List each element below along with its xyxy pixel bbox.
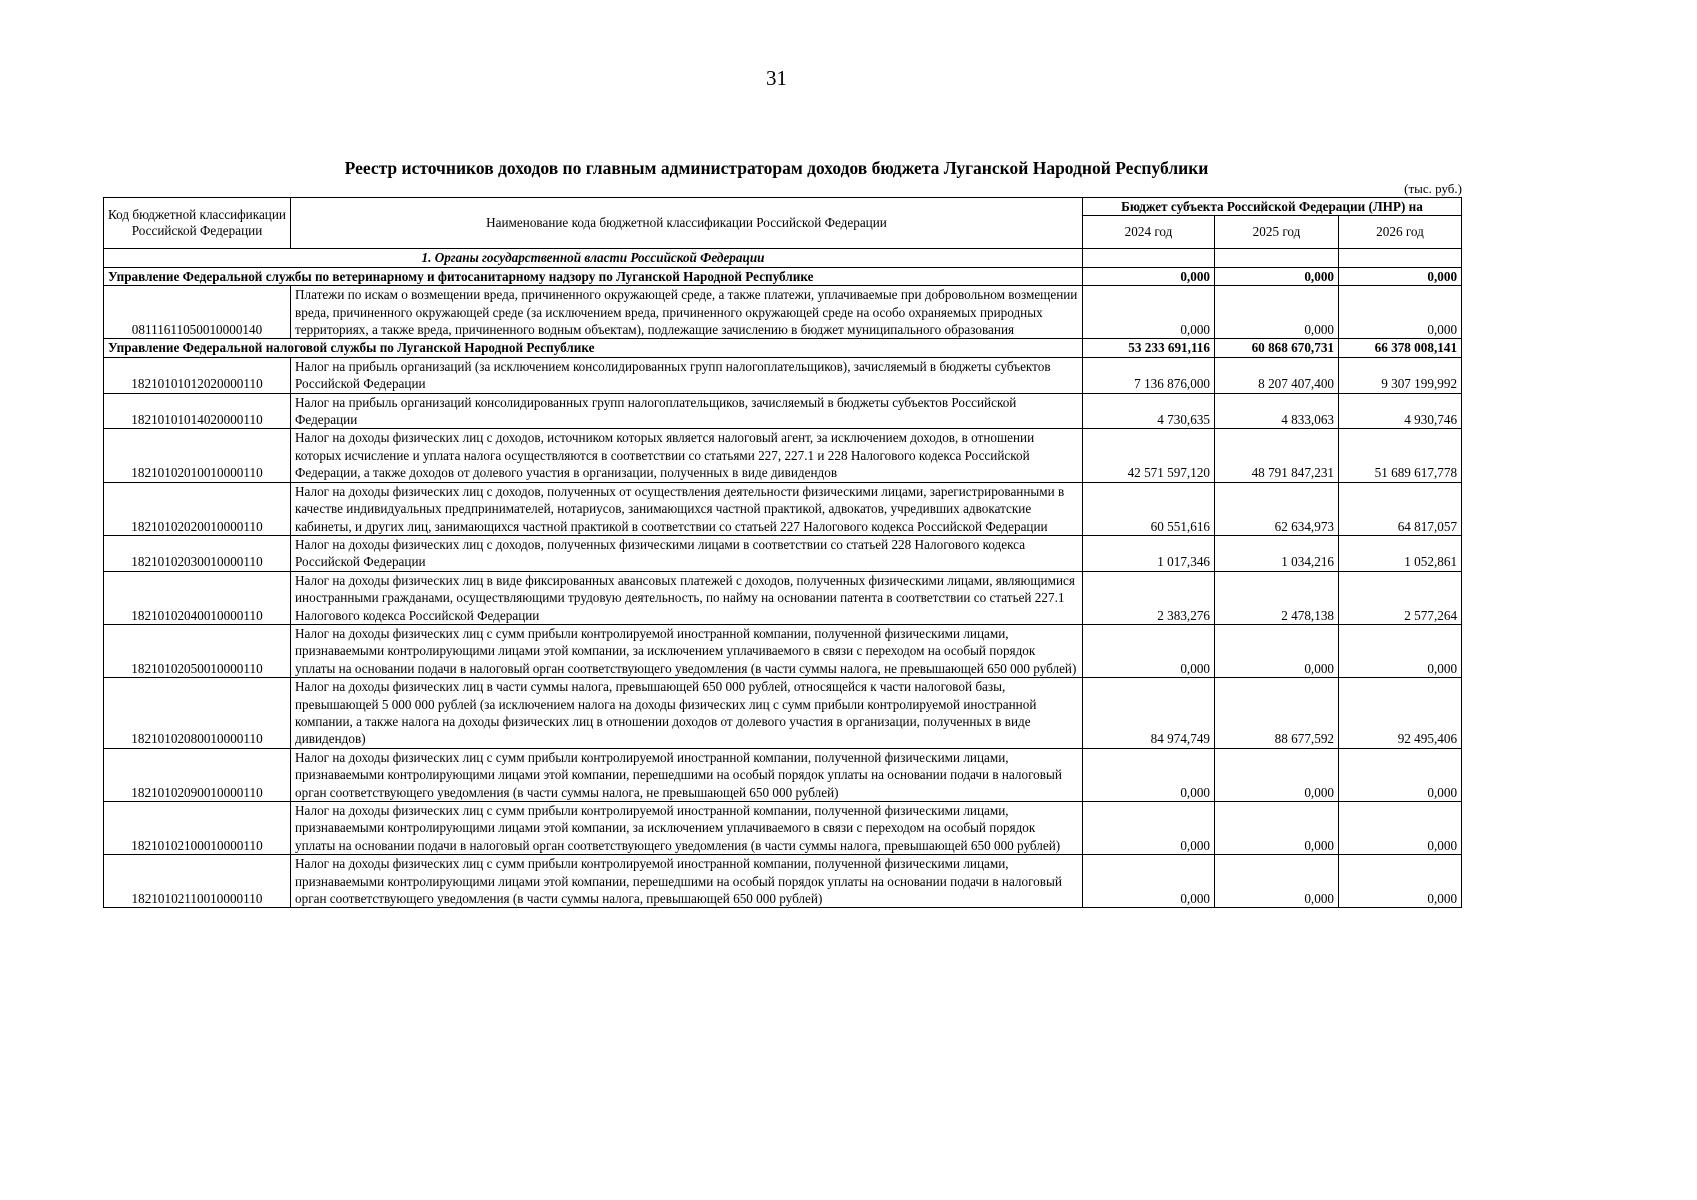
- budget-value: 2 383,276: [1083, 571, 1215, 624]
- table-row: [104, 286, 1462, 339]
- budget-code: 18210101012020000110: [104, 357, 291, 393]
- administrator-total: 0,000: [1339, 267, 1462, 285]
- budget-code-name: Налог на доходы физических лиц с сумм прибыли контролируемой иностранной компании, полученной физическими лицами, признаваемыми контролирующими лицами этой компании, перешедшими на особый порядок уплаты на основании подачи в налоговый орган соответствующего уведомления (в части суммы налога, не превышающей 650 000 рублей): [291, 748, 1083, 801]
- budget-code-name: Налог на прибыль организаций консолидированных групп налогоплательщиков, зачисляемый в бюджеты субъектов Российской Федерации: [291, 393, 1083, 429]
- budget-value: 9 307 199,992: [1339, 357, 1462, 393]
- budget-code-name: Налог на доходы физических лиц с сумм прибыли контролируемой иностранной компании, полученной физическими лицами, признаваемыми контролирующими лицами этой компании, за исключением уплачиваемого в связи с переходом на особый порядок уплаты на основании подачи в налоговый орган соответствующего уведомления (в части суммы налога, превышающей 650 000 рублей): [291, 802, 1083, 855]
- income-registry-table: [103, 197, 1462, 908]
- budget-code: 18210102100010000110: [104, 802, 291, 855]
- units-note: (тыс. руб.): [1404, 181, 1462, 196]
- table-row: [104, 748, 1462, 801]
- budget-code-name: Налог на прибыль организаций (за исключением консолидированных групп налогоплательщиков), зачисляемый в бюджеты субъектов Российской Федерации: [291, 357, 1083, 393]
- administrator-row: [104, 267, 1462, 285]
- budget-value: 48 791 847,231: [1215, 429, 1339, 482]
- budget-code: 18210102040010000110: [104, 571, 291, 624]
- budget-value: 2 478,138: [1215, 571, 1339, 624]
- budget-code: 18210101014020000110: [104, 393, 291, 429]
- budget-value: 1 017,346: [1083, 535, 1215, 571]
- code-column-header: Код бюджетной классификации Российской Федерации: [104, 198, 291, 249]
- budget-code: 18210102090010000110: [104, 748, 291, 801]
- section-title: 1. Органы государственной власти Российской Федерации: [104, 249, 1083, 267]
- table-row: [104, 571, 1462, 624]
- table-row: [104, 482, 1462, 535]
- administrator-name: Управление Федеральной службы по ветеринарному и фитосанитарному надзору по Луганской Народной Республике: [104, 267, 1083, 285]
- section-empty-cell: [1083, 249, 1215, 267]
- administrator-total: 0,000: [1083, 267, 1215, 285]
- budget-value: 1 034,216: [1215, 535, 1339, 571]
- year-2024-header: 2024 год: [1083, 216, 1215, 249]
- budget-value: 7 136 876,000: [1083, 357, 1215, 393]
- budget-value: 2 577,264: [1339, 571, 1462, 624]
- budget-code: 18210102080010000110: [104, 678, 291, 749]
- administrator-total: 66 378 008,141: [1339, 339, 1462, 357]
- table-row: [104, 357, 1462, 393]
- administrator-row: [104, 339, 1462, 357]
- table-row: [104, 393, 1462, 429]
- year-2025-header: 2025 год: [1215, 216, 1339, 249]
- budget-code-name: Налог на доходы физических лиц с сумм прибыли контролируемой иностранной компании, полученной физическими лицами, признаваемыми контролирующими лицами этой компании, перешедшими на особый порядок уплаты на основании подачи в налоговый орган соответствующего уведомления (в части суммы налога, превышающей 650 000 рублей): [291, 855, 1083, 908]
- budget-group-header: Бюджет субъекта Российской Федерации (ЛНР) на: [1083, 198, 1462, 216]
- budget-value: 42 571 597,120: [1083, 429, 1215, 482]
- budget-value: 8 207 407,400: [1215, 357, 1339, 393]
- administrator-total: 0,000: [1215, 267, 1339, 285]
- section-empty-cell: [1339, 249, 1462, 267]
- administrator-total: 53 233 691,116: [1083, 339, 1215, 357]
- budget-code-name: Налог на доходы физических лиц с сумм прибыли контролируемой иностранной компании, полученной физическими лицами, признаваемыми контролирующими лицами этой компании, за исключением уплачиваемого в связи с переходом на особый порядок уплаты на основании подачи в налоговый орган соответствующего уведомления (в части суммы налога, не превышающей 650 000 рублей): [291, 624, 1083, 677]
- table-row: [104, 855, 1462, 908]
- budget-code-name: Налог на доходы физических лиц с доходов, полученных физическими лицами в соответствии со статьей 228 Налогового кодекса Российской Федерации: [291, 535, 1083, 571]
- budget-code: 18210102030010000110: [104, 535, 291, 571]
- budget-code: 18210102110010000110: [104, 855, 291, 908]
- budget-value: 88 677,592: [1215, 678, 1339, 749]
- budget-value: 84 974,749: [1083, 678, 1215, 749]
- budget-code-name: Налог на доходы физических лиц с доходов, полученных от осуществления деятельности физическими лицами, зарегистрированными в качестве индивидуальных предпринимателей, нотариусов, занимающихся частной практикой, адвокатов, учредивших адвокатские кабинеты, и других лиц, занимающихся частной практикой в соответствии со статьей 227 Налогового кодекса Российской Федерации: [291, 482, 1083, 535]
- administrator-total: 60 868 670,731: [1215, 339, 1339, 357]
- budget-value: 4 930,746: [1339, 393, 1462, 429]
- budget-value: 51 689 617,778: [1339, 429, 1462, 482]
- table-row: [104, 535, 1462, 571]
- budget-value: 0,000: [1215, 855, 1339, 908]
- budget-value: 0,000: [1339, 802, 1462, 855]
- budget-code: 18210102050010000110: [104, 624, 291, 677]
- budget-value: 0,000: [1215, 286, 1339, 339]
- budget-value: 0,000: [1215, 748, 1339, 801]
- budget-value: 1 052,861: [1339, 535, 1462, 571]
- budget-value: 0,000: [1083, 855, 1215, 908]
- year-2026-header: 2026 год: [1339, 216, 1462, 249]
- page-number: 31: [766, 66, 787, 90]
- budget-code-name: Налог на доходы физических лиц в виде фиксированных авансовых платежей с доходов, полученных физическими лицами, являющимися иностранными гражданами, осуществляющими трудовую деятельность, по найму на основании патента в соответствии со статьей 227.1 Налогового кодекса Российской Федерации: [291, 571, 1083, 624]
- header-row: [104, 198, 1462, 216]
- section-empty-cell: [1215, 249, 1339, 267]
- budget-code: 18210102010010000110: [104, 429, 291, 482]
- budget-value: 0,000: [1215, 802, 1339, 855]
- budget-value: 92 495,406: [1339, 678, 1462, 749]
- budget-code: 18210102020010000110: [104, 482, 291, 535]
- budget-value: 0,000: [1339, 286, 1462, 339]
- name-column-header: Наименование кода бюджетной классификации Российской Федерации: [291, 198, 1083, 249]
- budget-code-name: Платежи по искам о возмещении вреда, причиненного окружающей среде, а также платежи, уплачиваемые при добровольном возмещении вреда, причиненного окружающей среде (за исключением вреда, причиненного окружающей среде на особо охраняемых природных территориях, а также вреда, причиненного водным объектам), подлежащие зачислению в бюджет муниципального образования: [291, 286, 1083, 339]
- document-title: Реестр источников доходов по главным администраторам доходов бюджета Луганской Народной Республики: [344, 158, 1209, 178]
- table-row: [104, 678, 1462, 749]
- table-row: [104, 624, 1462, 677]
- administrator-name: Управление Федеральной налоговой службы по Луганской Народной Республике: [104, 339, 1083, 357]
- budget-code: 08111611050010000140: [104, 286, 291, 339]
- section-row: [104, 249, 1462, 267]
- budget-value: 0,000: [1339, 855, 1462, 908]
- budget-value: 4 833,063: [1215, 393, 1339, 429]
- budget-value: 0,000: [1215, 624, 1339, 677]
- budget-value: 64 817,057: [1339, 482, 1462, 535]
- budget-value: 62 634,973: [1215, 482, 1339, 535]
- budget-value: 0,000: [1083, 624, 1215, 677]
- budget-value: 0,000: [1083, 748, 1215, 801]
- table-row: [104, 802, 1462, 855]
- budget-value: 4 730,635: [1083, 393, 1215, 429]
- budget-value: 0,000: [1083, 802, 1215, 855]
- budget-value: 60 551,616: [1083, 482, 1215, 535]
- budget-value: 0,000: [1339, 748, 1462, 801]
- budget-value: 0,000: [1339, 624, 1462, 677]
- budget-code-name: Налог на доходы физических лиц в части суммы налога, превышающей 650 000 рублей, относящейся к части налоговой базы, превышающей 5 000 000 рублей (за исключением налога на доходы физических лиц с сумм прибыли контролируемой иностранной компании, а также налога на доходы физических лиц в отношении доходов от долевого участия в организации, полученных в виде дивидендов): [291, 678, 1083, 749]
- budget-code-name: Налог на доходы физических лиц с доходов, источником которых является налоговый агент, за исключением доходов, в отношении которых исчисление и уплата налога осуществляются в соответствии со статьями 227, 227.1 и 228 Налогового кодекса Российской Федерации, а также доходов от долевого участия в организации, полученных в виде дивидендов: [291, 429, 1083, 482]
- table-row: [104, 429, 1462, 482]
- budget-value: 0,000: [1083, 286, 1215, 339]
